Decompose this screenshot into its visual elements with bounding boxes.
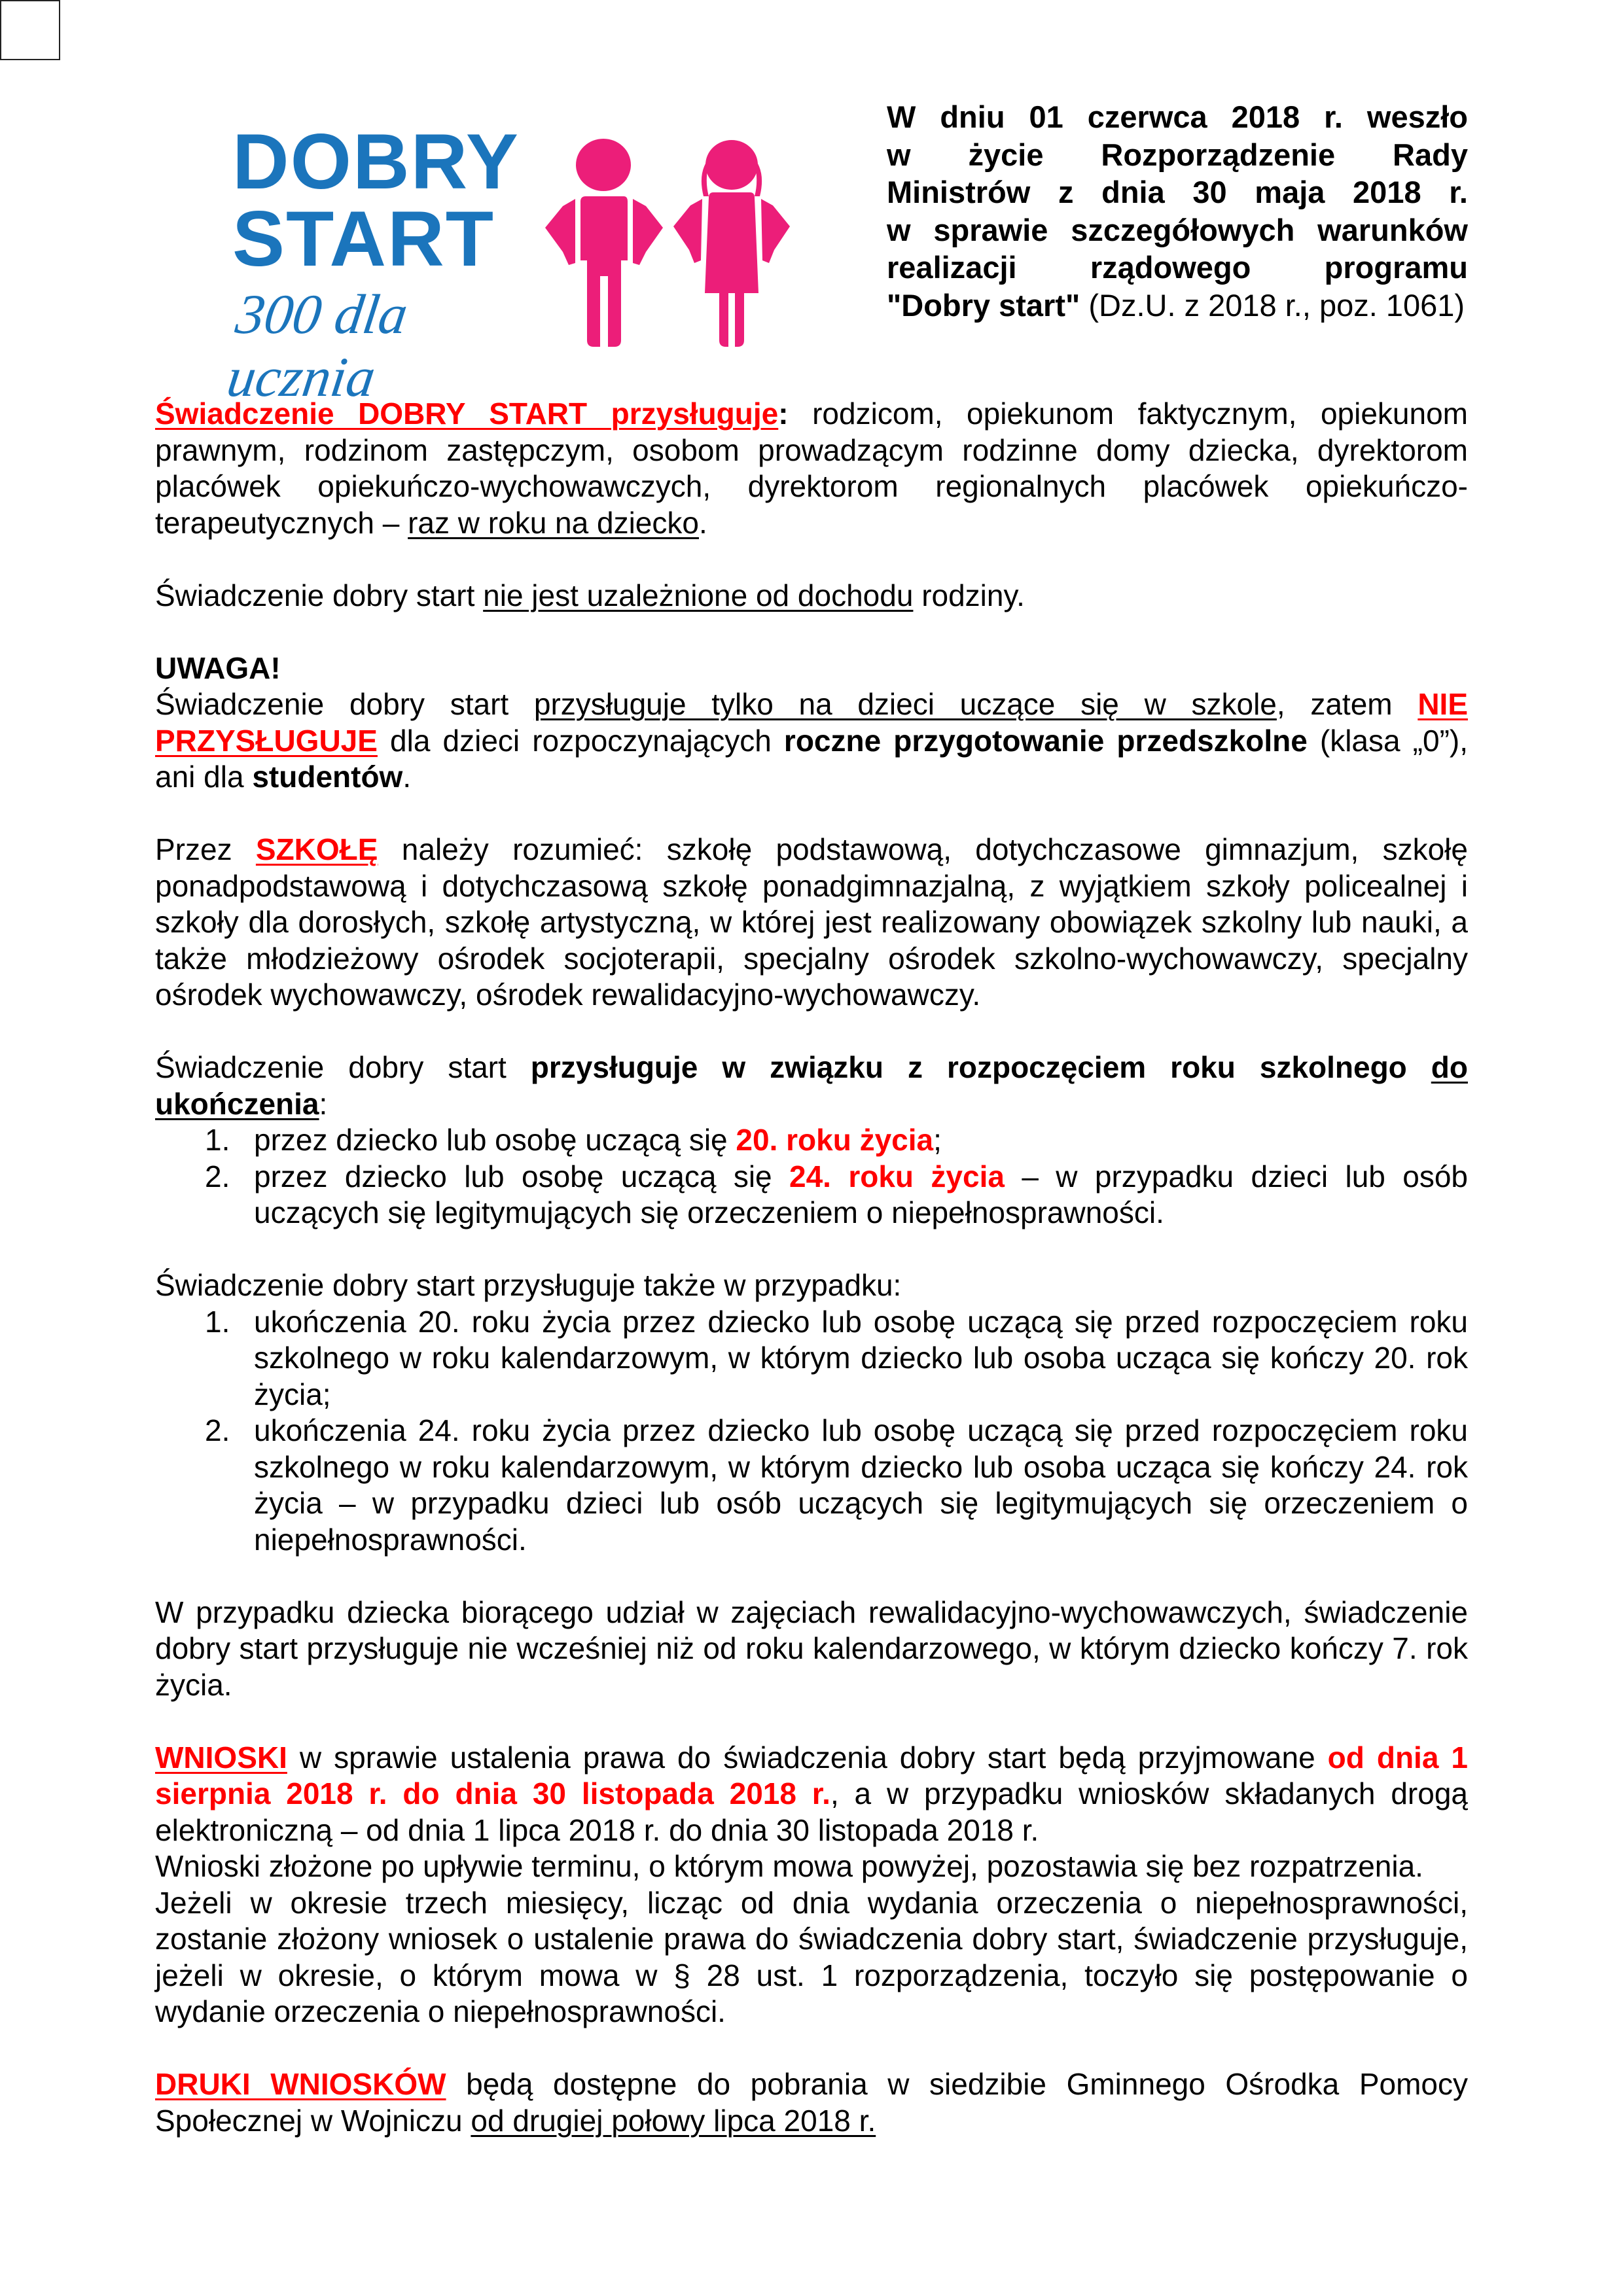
- period: .: [698, 505, 707, 540]
- list-item: [155, 1413, 1468, 1558]
- also-intro: Świadczenie dobry start przysługuje także w przypadku:: [155, 1268, 902, 1302]
- list-item-text: ukończenia 24. roku życia przez dziecko lub osobę uczącą się przed rozpoczęciem roku szkolnego w roku kalendarzowym, w którym dziecko lub osoba ucząca się kończy 24. rok życia – w przypadku dzieci lub osób uczących się legitymujących się orzeczeniem o niepełnosprawności.: [254, 1413, 1468, 1557]
- regulation-line: Ministrów z dnia 30 maja 2018 r.: [887, 175, 1468, 209]
- rehab-paragraph: W przypadku dziecka biorącego udział w zajęciach rewalidacyjno-wychowawczych, świadczenie dobry start przysługuje nie wcześniej niż od roku kalendarzowego, w którym dziecko kończy 7. rok życia.: [155, 1595, 1468, 1702]
- disability-applications-text: Jeżeli w okresie trzech miesięcy, licząc od dnia wydania orzeczenia o niepełnosprawności, zostanie złożony wniosek o ustalenie prawa do świadczenia dobry start, świadczenie przysługuje, jeżeli w okresie, o którym mowa w § 28 ust. 1 rozporządzenia, toczyło się postępowanie o wydanie orzeczenia o niepełnosprawności.: [155, 1885, 1468, 2028]
- warning-text: , zatem: [1276, 687, 1418, 721]
- regulation-line: W dniu 01 czerwca 2018 r. weszło: [887, 99, 1468, 134]
- applications-text: w sprawie ustalenia prawa do świadczenia dobry start będą przyjmowane: [287, 1740, 1328, 1775]
- forms-text: będą dostępne do pobrania w siedzibie Gminnego Ośrodka Pomocy Społecznej w Wojniczu: [155, 2067, 1468, 2138]
- age-limit-bold: przysługuje w związku z rozpoczęciem roku szkolnego: [530, 1050, 1431, 1084]
- colon: :: [778, 397, 789, 431]
- document-body: [155, 396, 1468, 2176]
- not-eligible-label: NIE PRZYSŁUGUJE: [155, 687, 1468, 758]
- eligibility-heading: Świadczenie DOBRY START przysługuje: [155, 397, 779, 431]
- until-completion-label: do ukończenia: [155, 1050, 1468, 1121]
- income-independent: nie jest uzależnione od dochodu: [483, 578, 914, 612]
- regulation-line: w sprawie szczegółowych warunków: [887, 212, 1468, 247]
- students-label: studentów: [252, 760, 403, 794]
- period: .: [402, 760, 412, 794]
- children-figures-icon: [540, 118, 808, 353]
- school-definition-text: należy rozumieć: szkołę podstawową, dotychczasowe gimnazjum, szkołę ponadpodstawową i dotychczasową szkołę ponadgimnazjalną, z wyjątkiem szkoły policealnej i szkoły dla dorosłych, szkołę artystyczną, w której jest realizowany obowiązek szkolny lub nauki, a także młodzieżowy ośrodek socjoterapii, specjalny ośrodek szkolno-wychowawczy, specjalny ośrodek wychowawczy, ośrodek rewalidacyjno-wychowawczy.: [155, 832, 1468, 1012]
- regulation-line: w życie Rozporządzenie Rady: [887, 137, 1468, 172]
- list-item: [155, 1304, 1468, 1413]
- forms-availability-date: od drugiej połowy lipca 2018 r.: [471, 2103, 876, 2138]
- warning-text: (klasa „0”), ani dla: [155, 723, 1468, 794]
- list-item: [155, 1122, 1468, 1159]
- list-item-text: ukończenia 20. roku życia przez dziecko lub osobę uczącą się przed rozpoczęciem roku szkolnego w roku kalendarzowym, w którym dziecko lub osoba ucząca się kończy 20. rok życia;: [254, 1304, 1468, 1411]
- applications-text: , a w przypadku wniosków składanych drogą elektroniczną – od dnia 1 lipca 2018 r. do dnia 30 listopada 2018 r.: [155, 1776, 1468, 1847]
- eligibility-frequency: raz w roku na dziecko: [408, 505, 699, 540]
- also-list: [155, 1304, 1468, 1559]
- dobry-start-logo: [223, 118, 808, 408]
- boy-with-backpack-icon: [545, 139, 663, 347]
- logo-subtitle: 300 dla ucznia: [223, 283, 412, 408]
- logo-line-dobry: DOBRY: [232, 118, 520, 205]
- school-label: SZKOŁĘ: [255, 832, 378, 866]
- late-applications-text: Wnioski złożone po upływie terminu, o którym mowa powyżej, pozostawia się bez rozpatrzenia.: [155, 1849, 1423, 1883]
- logo-wordmark: [223, 118, 546, 408]
- age-highlight: 20. roku życia: [736, 1123, 934, 1157]
- list-item-text: ;: [933, 1123, 942, 1157]
- income-text: Świadczenie dobry start: [155, 578, 484, 612]
- applications-label: WNIOSKI: [155, 1740, 287, 1775]
- regulation-line-last: [887, 287, 1468, 325]
- age-highlight: 24. roku życia: [789, 1159, 1005, 1193]
- warning-text: dla dzieci rozpoczynających: [377, 723, 784, 758]
- list-number: 2.: [205, 1159, 230, 1193]
- list-number: 1.: [205, 1123, 230, 1157]
- list-item-text: przez dziecko lub osobę uczącą się: [254, 1123, 736, 1157]
- eligibility-text: rodzicom, opiekunom faktycznym, opiekunom prawnym, rodzinom zastępczym, osobom prowadzącym rodzinne domy dziecka, dyrektorom placówek opiekuńczo-wychowawczych, dyrektorom regionalnych placówek opiekuńczo-terapeutycznych –: [155, 397, 1468, 540]
- forms-paragraph: [155, 2066, 1468, 2139]
- list-number: 1.: [205, 1304, 230, 1339]
- journal-reference: (Dz.U. z 2018 r., poz. 1061): [1080, 287, 1465, 323]
- school-text: Przez: [155, 832, 256, 866]
- list-number: 2.: [205, 1413, 230, 1447]
- school-only-note: przysługuje tylko na dzieci uczące się w szkole: [533, 687, 1277, 721]
- warning-title: UWAGA!: [155, 650, 281, 685]
- list-item: [155, 1159, 1468, 1231]
- girl-with-backpack-icon: [673, 140, 790, 347]
- school-definition-paragraph: [155, 832, 1468, 1014]
- program-name: "Dobry start": [887, 287, 1080, 323]
- warning-paragraph: [155, 650, 1468, 796]
- preschool-label: roczne przygotowanie przedszkolne: [783, 723, 1308, 758]
- regulation-line: realizacji rządowego programu: [887, 250, 1468, 285]
- income-paragraph: [155, 578, 1468, 614]
- age-limit-list: [155, 1122, 1468, 1231]
- income-text-end: rodziny.: [913, 578, 1025, 612]
- age-limit-paragraph: [155, 1050, 1468, 1122]
- applications-paragraph: [155, 1740, 1468, 2030]
- list-item-text: przez dziecko lub osobę uczącą się: [254, 1159, 790, 1193]
- colon: :: [319, 1086, 328, 1121]
- page-corner-box: [0, 0, 60, 60]
- regulation-note: [887, 98, 1468, 324]
- application-dates: od dnia 1 sierpnia 2018 r. do dnia 30 listopada 2018 r.: [155, 1740, 1469, 1810]
- forms-label: DRUKI WNIOSKÓW: [155, 2067, 446, 2101]
- warning-text: Świadczenie dobry start: [155, 687, 534, 721]
- eligibility-paragraph: [155, 396, 1468, 541]
- age-limit-text: Świadczenie dobry start: [155, 1050, 531, 1084]
- list-item-text: – w przypadku dzieci lub osób uczących się legitymujących się orzeczeniem o niepełnosprawności.: [254, 1159, 1468, 1229]
- logo-line-start: START: [232, 195, 495, 283]
